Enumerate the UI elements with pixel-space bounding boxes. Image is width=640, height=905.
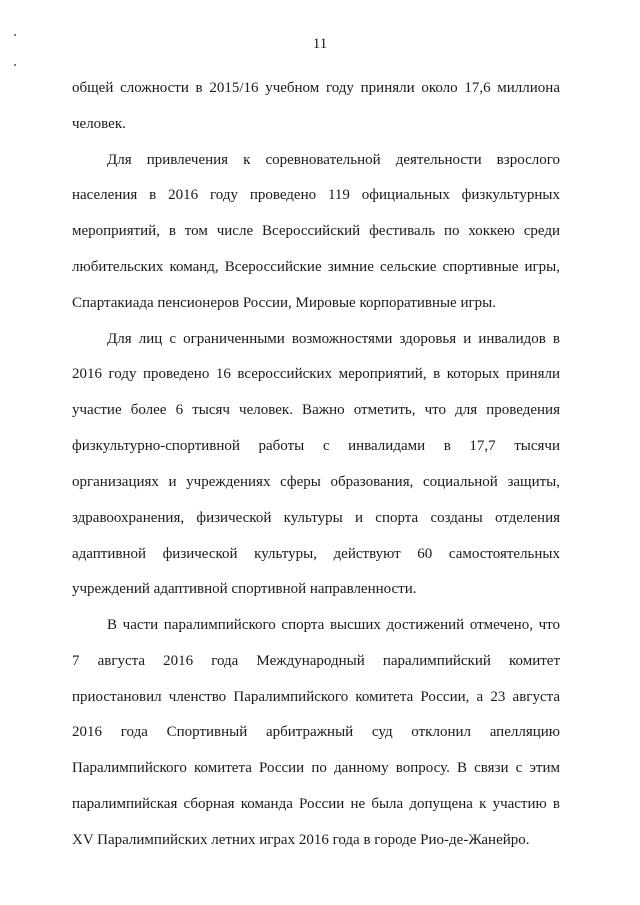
text-line: Паралимпийского комитета России по данному вопросу. В связи с этим — [72, 760, 560, 776]
page-number: 11 — [312, 36, 328, 52]
text-line: Спартакиада пенсионеров России, Мировые корпоративные игры. — [72, 295, 496, 311]
text-line: участие более 6 тысяч человек. Важно отметить, что для проведения — [72, 402, 560, 418]
text-line: физкультурно-спортивной работы с инвалидами в 17,7 тысячи — [72, 438, 560, 454]
text-line: любительских команд, Всероссийские зимние сельские спортивные игры, — [72, 259, 560, 275]
text-line: мероприятий, в том числе Всероссийский фестиваль по хоккею среди — [72, 223, 560, 239]
text-line: 2016 года Спортивный арбитражный суд отклонил апелляцию — [72, 724, 560, 740]
text-line: населения в 2016 году проведено 119 официальных физкультурных — [72, 187, 560, 203]
text-line: учреждений адаптивной спортивной направленности. — [72, 581, 417, 597]
text-line: организациях и учреждениях сферы образования, социальной защиты, — [72, 474, 560, 490]
text-line: XV Паралимпийских летних играх 2016 года в городе Рио-де-Жанейро. — [72, 832, 530, 848]
text-line: здравоохранения, физической культуры и спорта созданы отделения — [72, 510, 560, 526]
text-line: 2016 году проведено 16 всероссийских мероприятий, в которых приняли — [72, 366, 560, 382]
text-line: В части паралимпийского спорта высших достижений отмечено, что — [107, 617, 560, 633]
text-line: 7 августа 2016 года Международный паралимпийский комитет — [72, 653, 560, 669]
text-line: человек. — [72, 116, 126, 132]
text-line: Для лиц с ограниченными возможностями здоровья и инвалидов в — [107, 331, 560, 347]
scan-speck — [14, 64, 16, 66]
text-line: приостановил членство Паралимпийского комитета России, а 23 августа — [72, 689, 560, 705]
text-line: адаптивной физической культуры, действуют 60 самостоятельных — [72, 546, 560, 562]
text-line: Для привлечения к соревновательной деятельности взрослого — [107, 152, 560, 168]
text-line: паралимпийская сборная команда России не была допущена к участию в — [72, 796, 560, 812]
text-line: общей сложности в 2015/16 учебном году приняли около 17,6 миллиона — [72, 80, 560, 96]
